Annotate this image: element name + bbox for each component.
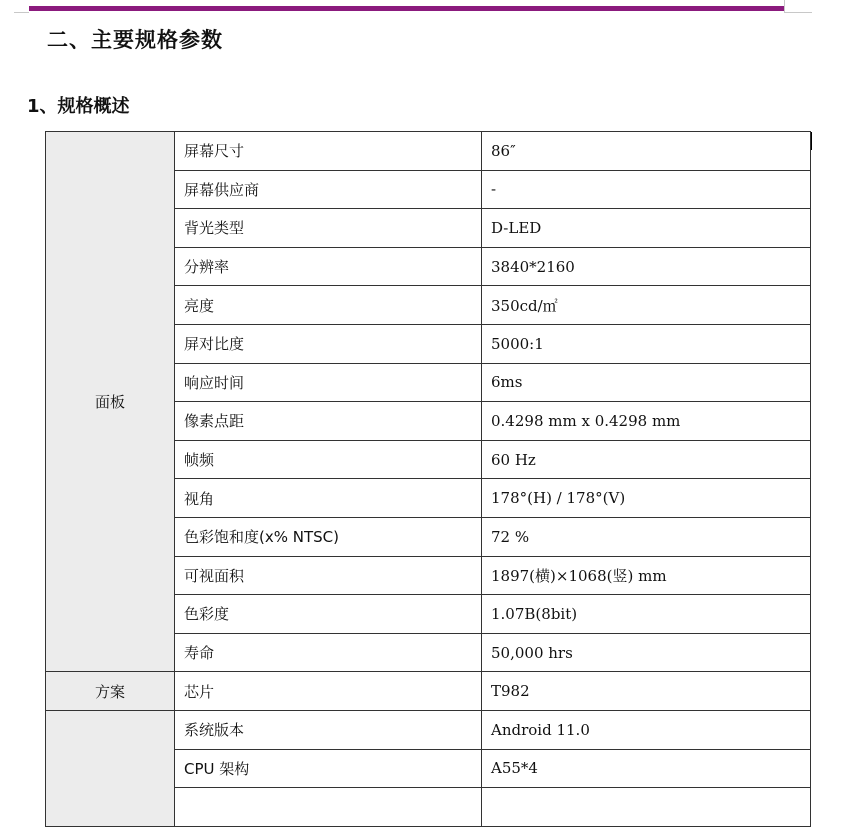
page-corner-mark-left bbox=[14, 12, 29, 13]
table-row bbox=[46, 672, 811, 711]
spec-value-cell: 60 Hz bbox=[482, 440, 811, 479]
spec-value-cell: 0.4298 mm x 0.4298 mm bbox=[482, 402, 811, 441]
spec-name-cell: CPU 架构 bbox=[175, 749, 482, 788]
spec-value-cell: D-LED bbox=[482, 209, 811, 248]
spec-value-cell: 50,000 hrs bbox=[482, 633, 811, 672]
subsection-heading: 1、规格概述 bbox=[27, 96, 130, 117]
spec-value-cell: 3840*2160 bbox=[482, 247, 811, 286]
category-cell: 方案 bbox=[46, 672, 175, 711]
spec-name-cell: 系统版本 bbox=[175, 710, 482, 749]
spec-value-cell: - bbox=[482, 170, 811, 209]
spec-name-cell: 可视面积 bbox=[175, 556, 482, 595]
spec-value-cell: 86″ bbox=[482, 132, 811, 171]
table-row bbox=[46, 132, 811, 171]
spec-value-cell: 1.07B(8bit) bbox=[482, 595, 811, 634]
spec-value-cell: Android 11.0 bbox=[482, 710, 811, 749]
spec-value-cell: 6ms bbox=[482, 363, 811, 402]
header-rule bbox=[29, 6, 784, 11]
spec-name-cell: 分辨率 bbox=[175, 247, 482, 286]
spec-value-cell: A55*4 bbox=[482, 749, 811, 788]
spec-name-cell: 芯片 bbox=[175, 672, 482, 711]
spec-name-cell: 背光类型 bbox=[175, 209, 482, 248]
spec-value-cell: 5000:1 bbox=[482, 324, 811, 363]
spec-value-cell: T982 bbox=[482, 672, 811, 711]
spec-value-cell: 178°(H) / 178°(V) bbox=[482, 479, 811, 518]
category-cell: 面板 bbox=[46, 132, 175, 672]
spec-value-cell: 1897(横)×1068(竖) mm bbox=[482, 556, 811, 595]
spec-name-cell: 响应时间 bbox=[175, 363, 482, 402]
spec-table bbox=[45, 131, 811, 827]
page-corner-mark-right-vertical bbox=[784, 0, 785, 12]
spec-name-cell: 色彩度 bbox=[175, 595, 482, 634]
spec-name-cell: 像素点距 bbox=[175, 402, 482, 441]
spec-name-cell: 视角 bbox=[175, 479, 482, 518]
spec-name-cell: 亮度 bbox=[175, 286, 482, 325]
section-heading: 二、主要规格参数 bbox=[47, 28, 223, 52]
spec-name-cell: 寿命 bbox=[175, 633, 482, 672]
page-corner-mark-right bbox=[784, 12, 812, 13]
spec-name-cell: 帧频 bbox=[175, 440, 482, 479]
spec-name-cell: 屏对比度 bbox=[175, 324, 482, 363]
spec-value-cell: 350cd/㎡ bbox=[482, 286, 811, 325]
category-cell bbox=[46, 710, 175, 826]
table-row bbox=[46, 710, 811, 749]
text-cursor bbox=[811, 132, 812, 150]
spec-name-cell: 屏幕供应商 bbox=[175, 170, 482, 209]
spec-name-cell bbox=[175, 788, 482, 827]
spec-name-cell: 色彩饱和度(x% NTSC) bbox=[175, 517, 482, 556]
spec-value-cell bbox=[482, 788, 811, 827]
spec-value-cell: 72 % bbox=[482, 517, 811, 556]
spec-name-cell: 屏幕尺寸 bbox=[175, 132, 482, 171]
